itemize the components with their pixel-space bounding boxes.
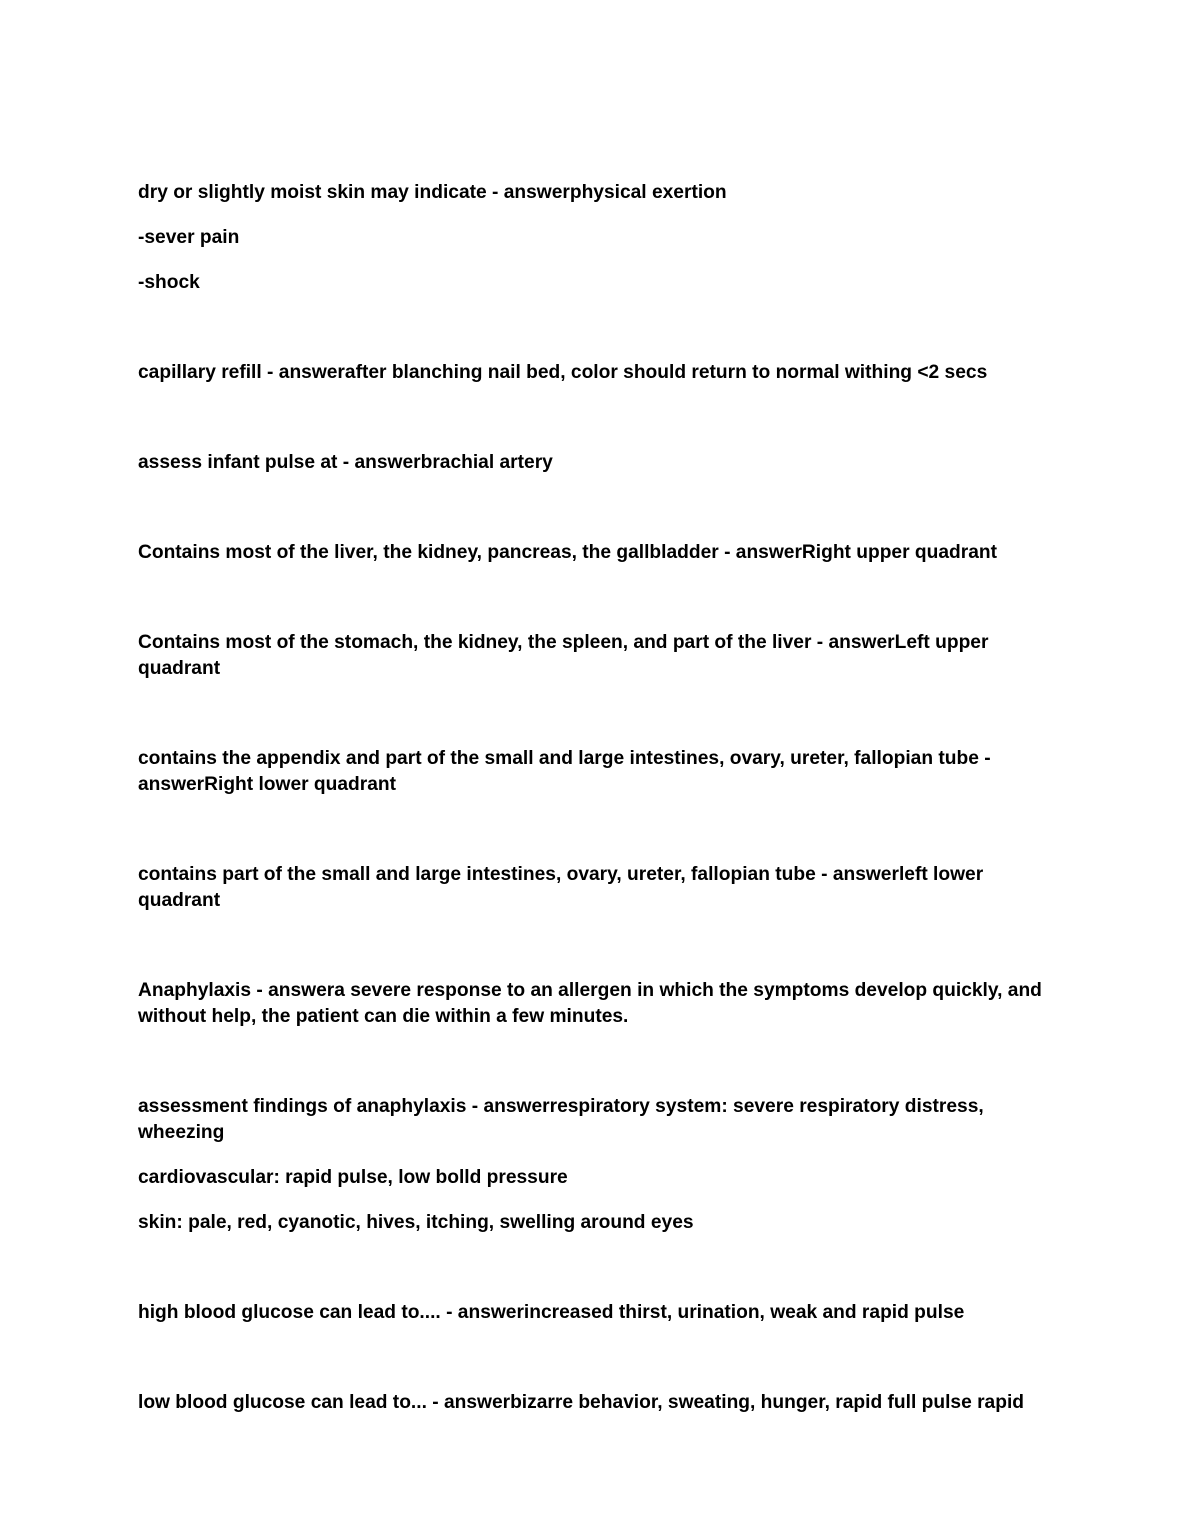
flashcard-entry — [138, 1094, 1048, 1236]
entry-line: assess infant pulse at - answerbrachial artery — [138, 452, 553, 473]
entry-line: Contains most of the liver, the kidney, pancreas, the gallbladder - answerRight upper quadrant — [138, 542, 997, 563]
entry-line: skin: pale, red, cyanotic, hives, itching, swelling around eyes — [138, 1212, 694, 1233]
flashcard-entry — [138, 180, 1048, 296]
entry-line: -shock — [138, 272, 200, 293]
flashcard-entry — [138, 862, 1048, 914]
flashcard-entry — [138, 450, 1048, 476]
entry-line: -sever pain — [138, 227, 240, 248]
flashcard-entry — [138, 1300, 1048, 1326]
entry-line: contains part of the small and large intestines, ovary, ureter, fallopian tube - answerleft lower quadrant — [138, 864, 984, 911]
entry-line: dry or slightly moist skin may indicate - answerphysical exertion — [138, 182, 727, 203]
flashcard-entry — [138, 360, 1048, 386]
entry-line: Contains most of the stomach, the kidney, the spleen, and part of the liver - answerLeft upper quadrant — [138, 632, 989, 679]
entry-line: cardiovascular: rapid pulse, low bolld pressure — [138, 1167, 568, 1188]
entry-line: assessment findings of anaphylaxis - answerrespiratory system: severe respiratory distress, wheezing — [138, 1096, 984, 1143]
entry-line: low blood glucose can lead to... - answerbizarre behavior, sweating, hunger, rapid full pulse rapid — [138, 1392, 1024, 1413]
flashcard-entry — [138, 630, 1048, 682]
flashcard-entry — [138, 746, 1048, 798]
flashcard-entry — [138, 540, 1048, 566]
entry-line: Anaphylaxis - answera severe response to an allergen in which the symptoms develop quickly, and without help, the patient can die within a few minutes. — [138, 980, 1042, 1027]
entry-line: contains the appendix and part of the small and large intestines, ovary, ureter, fallopian tube - answerRight lower quadrant — [138, 748, 991, 795]
flashcard-entry — [138, 1390, 1048, 1416]
entry-line: capillary refill - answerafter blanching nail bed, color should return to normal withing <2 secs — [138, 362, 988, 383]
flashcard-entry — [138, 978, 1048, 1030]
entry-line: high blood glucose can lead to.... - answerincreased thirst, urination, weak and rapid pulse — [138, 1302, 965, 1323]
document-content — [138, 180, 1048, 1480]
